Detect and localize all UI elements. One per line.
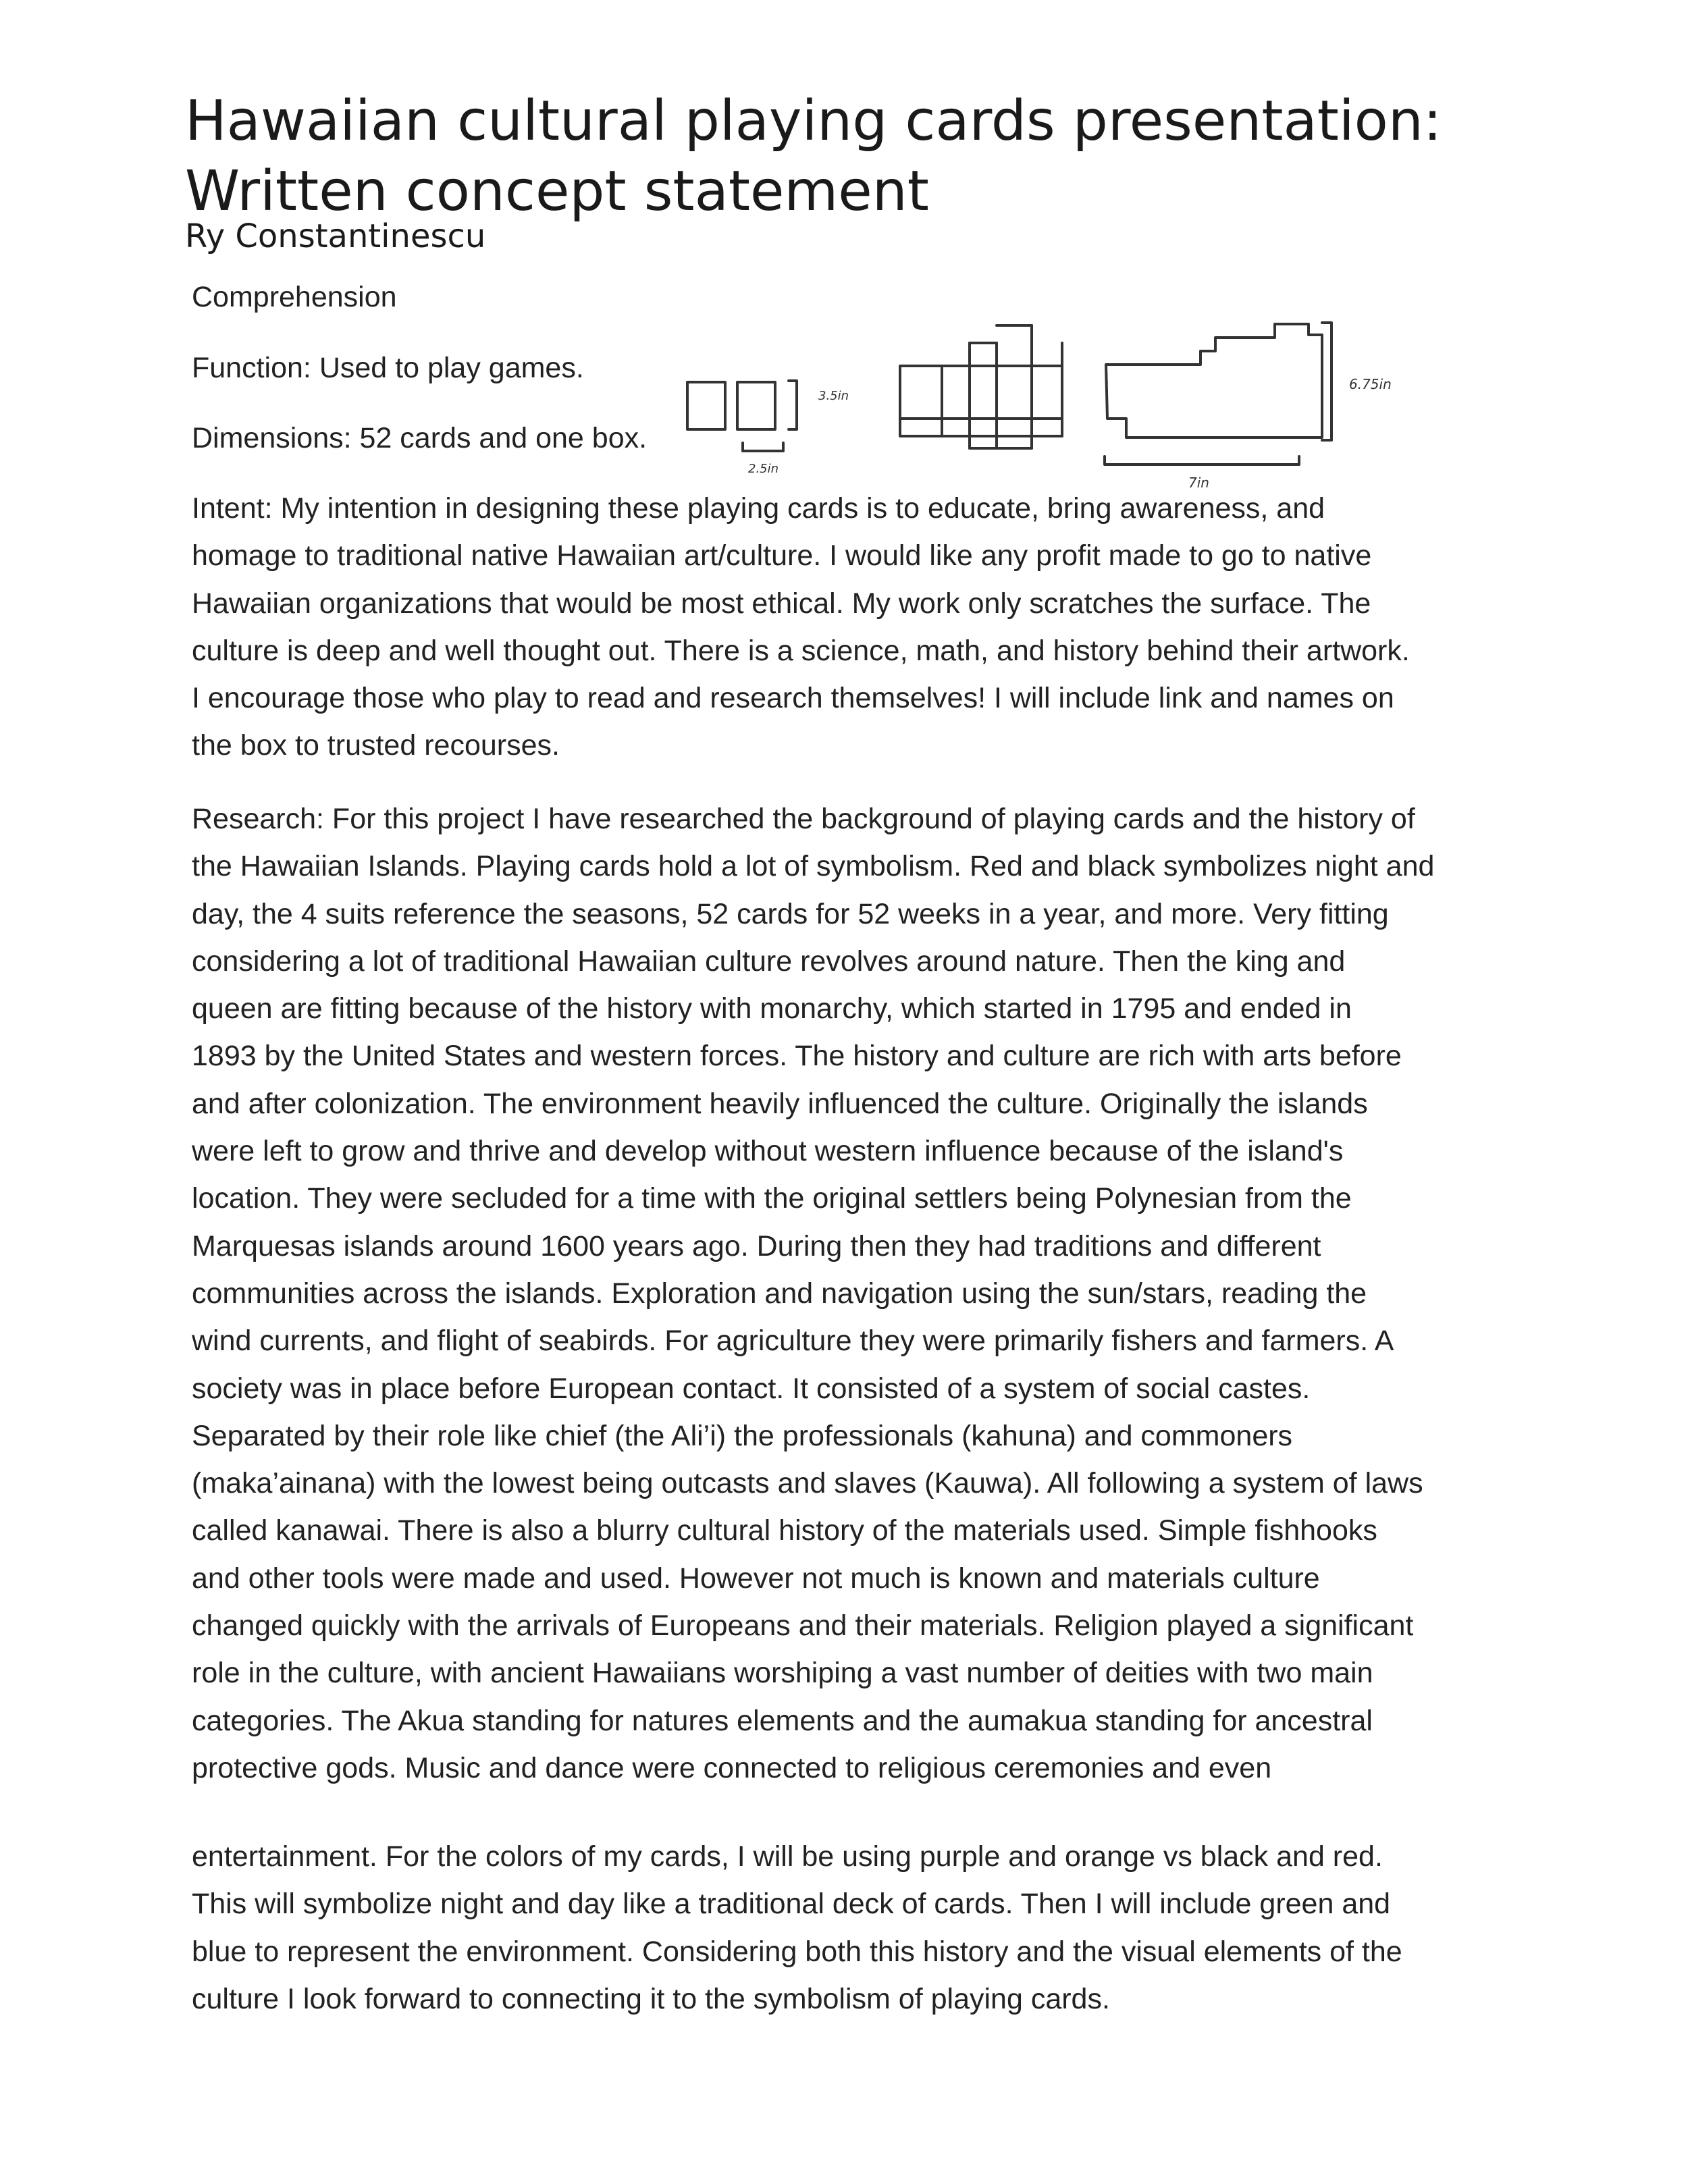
research-line: wind currents, and flight of seabirds. For agriculture they were primarily fishers and farmers. A xyxy=(192,1325,1394,1358)
closing-line: entertainment. For the colors of my cards, I will be using purple and orange vs black and red. xyxy=(192,1840,1383,1873)
card-height-label: 3.5in xyxy=(818,389,849,403)
research-line: queen are fitting because of the history with monarchy, which started in 1795 and ended in xyxy=(192,992,1352,1026)
research-paragraph xyxy=(192,795,1542,1792)
closing-line: blue to represent the environment. Considering both this history and the visual elements of the xyxy=(192,1935,1402,1968)
function-line: Function: Used to play games. xyxy=(192,352,584,384)
research-line: Marquesas islands around 1600 years ago. During then they had traditions and different xyxy=(192,1229,1321,1262)
research-line: Research: For this project I have researched the background of playing cards and the history of xyxy=(192,803,1415,835)
closing-paragraph xyxy=(192,1833,1542,2023)
intent-line: I encourage those who play to read and research themselves! I will include link and names on xyxy=(192,682,1394,715)
research-line: and after colonization. The environment heavily influenced the culture. Originally the islands xyxy=(192,1087,1368,1120)
comprehension-heading: Comprehension xyxy=(192,281,397,313)
research-line: were left to grow and thrive and develop without western influence because of the island's xyxy=(192,1135,1344,1168)
intent-line: the box to trusted recourses. xyxy=(192,729,560,762)
research-line: and other tools were made and used. However not much is known and materials culture xyxy=(192,1562,1320,1595)
box-height-label: 6.75in xyxy=(1349,376,1392,392)
research-line: called kanawai. There is also a blurry cultural history of the materials used. Simple fishhooks xyxy=(192,1514,1377,1547)
box-width-label: 7in xyxy=(1188,475,1209,491)
intent-line: Hawaiian organizations that would be most ethical. My work only scratches the surface. The xyxy=(192,587,1371,620)
research-line: categories. The Akua standing for natures elements and the aumakua standing for ancestral xyxy=(192,1704,1373,1737)
title-line-2: Written concept statement xyxy=(185,159,929,223)
closing-line: culture I look forward to connecting it to the symbolism of playing cards. xyxy=(192,1982,1110,2015)
research-line: day, the 4 suits reference the seasons, 52 cards for 52 weeks in a year, and more. Very fitting xyxy=(192,897,1389,930)
research-line: location. They were secluded for a time with the original settlers being Polynesian from the xyxy=(192,1182,1352,1215)
card-box-dimension-sketch xyxy=(0,0,1688,513)
research-line: changed quickly with the arrivals of Europeans and their materials. Religion played a significant xyxy=(192,1609,1414,1643)
box-height-bracket xyxy=(1322,323,1331,440)
intent-line: culture is deep and well thought out. There is a science, math, and history behind their artwork. xyxy=(192,634,1410,667)
card-outline-1 xyxy=(687,382,725,429)
research-line: protective gods. Music and dance were connected to religious ceremonies and even xyxy=(192,1751,1272,1784)
card-height-bracket xyxy=(789,381,797,429)
research-line: considering a lot of traditional Hawaiian culture revolves around nature. Then the king and xyxy=(192,944,1346,978)
research-line: the Hawaiian Islands. Playing cards hold a lot of symbolism. Red and black symbolizes night and xyxy=(192,850,1435,883)
title-line-1: Hawaiian cultural playing cards presentation: xyxy=(185,89,1442,153)
card-outline-2 xyxy=(737,382,775,429)
research-line: Separated by their role like chief (the Ali’i) the professionals (kahuna) and commoners xyxy=(192,1419,1293,1452)
research-line: 1893 by the United States and western forces. The history and culture are rich with arts before xyxy=(192,1040,1402,1073)
research-line: role in the culture, with ancient Hawaiians worshiping a vast number of deities with two main xyxy=(192,1657,1373,1690)
box-net-sketch xyxy=(900,325,1062,448)
author-name: Ry Constantinescu xyxy=(185,217,486,255)
box-flat-outline xyxy=(1106,324,1322,437)
research-line: communities across the islands. Exploration and navigation using the sun/stars, reading the xyxy=(192,1277,1367,1310)
card-width-bracket xyxy=(743,443,783,451)
intent-paragraph xyxy=(192,485,1542,770)
research-line: (maka’ainana) with the lowest being outcasts and slaves (Kauwa). All following a system of laws xyxy=(192,1467,1423,1500)
card-width-label: 2.5in xyxy=(748,462,779,476)
box-width-bracket xyxy=(1105,456,1299,464)
research-line: society was in place before European contact. It consisted of a system of social castes. xyxy=(192,1372,1311,1405)
intent-line: homage to traditional native Hawaiian art/culture. I would like any profit made to go to native xyxy=(192,539,1372,572)
intent-line: Intent: My intention in designing these playing cards is to educate, bring awareness, and xyxy=(192,492,1325,525)
dimensions-line: Dimensions: 52 cards and one box. xyxy=(192,422,648,454)
closing-line: This will symbolize night and day like a traditional deck of cards. Then I will include green and xyxy=(192,1888,1391,1921)
